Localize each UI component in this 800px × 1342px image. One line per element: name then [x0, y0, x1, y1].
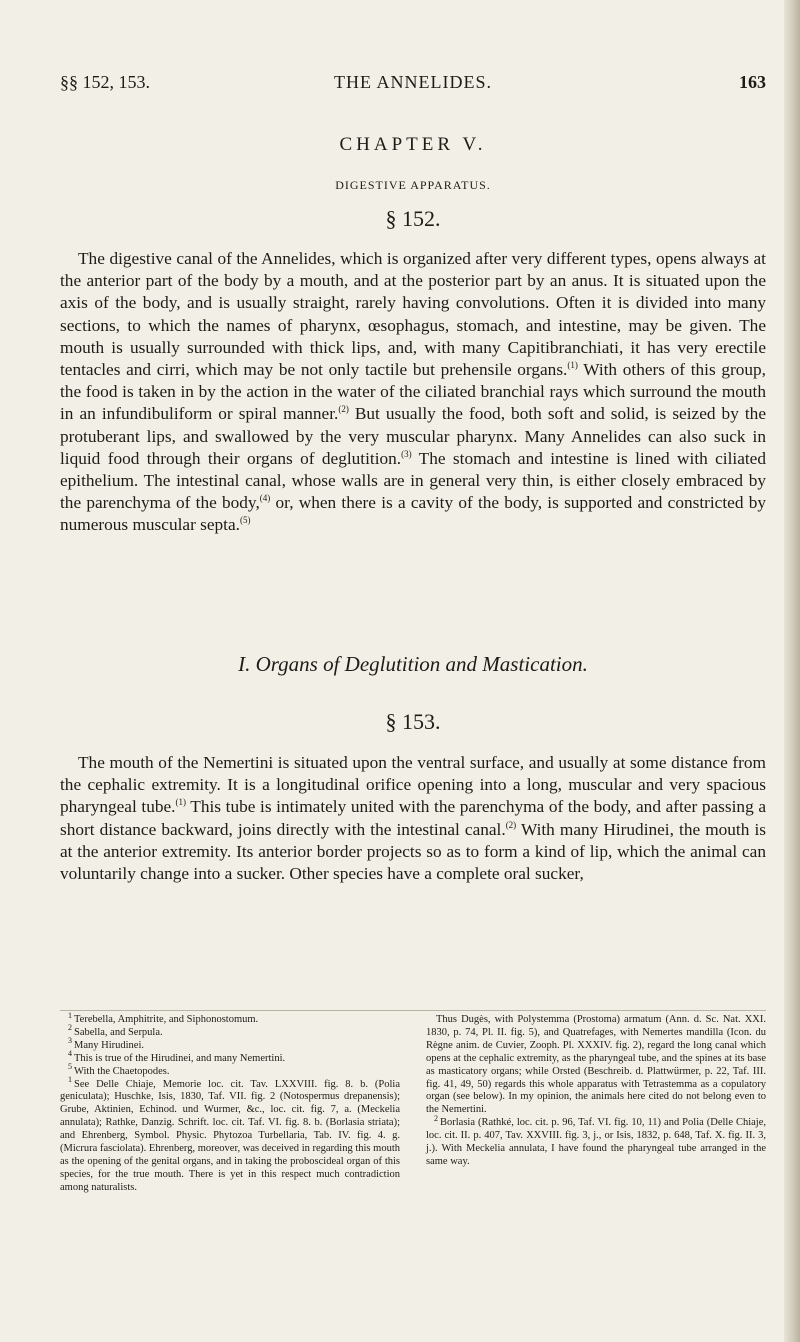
footnote — [60, 1062, 400, 1079]
section-152-paragraph — [60, 248, 766, 537]
footnote-text: With the Chaetopodes. — [74, 1065, 170, 1077]
section-153-heading: § 153. — [385, 709, 441, 734]
footnote-number: 2 — [68, 1023, 72, 1033]
footnote-text: Many Hirudinei. — [74, 1039, 144, 1051]
page-number: 163 — [739, 72, 766, 92]
section-152-heading: § 152. — [385, 206, 441, 231]
subsection-heading: I. Organs of Deglutition and Mastication. — [238, 652, 588, 676]
footnote-number: 1 — [68, 1075, 72, 1085]
footnote — [426, 1113, 766, 1169]
footnote-ref: (3) — [401, 449, 412, 460]
footnote-ref: (2) — [338, 404, 349, 415]
footnote-text: See Delle Chiaje, Memorie loc. cit. Tav. LXXVIII. fig. 8. b. (Polia geniculata); Huschke, Isis, 1830, Taf. VII. fig. 2 (Notospermus drepanensis); Grube, Aktinien, Echinod. und Wurmer, &c., loc. cit. fig. 7, a. (Meckelia annulata); Rathke, Danzig. Schrift. loc. cit. Taf. VI. fig. 8. b. (Borlasia striata); and Ehrenberg, Symbol. Physic. Phytozoa Turbellaria, Tab. IV. fig. 4. g. (Micrura fasciolata). Ehrenberg, moreover, was deceived in regarding this mouth as the opening of the genital organs, and in taking the proboscideal organ of this species, for the true mouth. There is yet in this respect much contradiction among naturalists. — [60, 1078, 400, 1193]
footnote-ref: (1) — [567, 360, 578, 371]
footnote-ref: (2) — [505, 819, 517, 830]
footnote-ref: (5) — [239, 515, 251, 526]
section-153-paragraph — [60, 752, 766, 885]
footnotes-right-column — [426, 1014, 766, 1169]
footnote-number: 3 — [68, 1036, 72, 1046]
chapter-title: CHAPTER V. — [339, 134, 487, 155]
running-head — [60, 72, 766, 96]
text-run: The stomach and intestine is lined with ciliated epithelium. The intestinal canal, whose walls are in general very thin, is either closely embraced by the parenchyma of the body, — [60, 448, 766, 513]
running-head-sections: §§ 152, 153. — [60, 72, 150, 92]
text-run: With others of this group, the food is taken in by the action in the water of the ciliated branchial rays which surround the mouth in an infundibuliform or spiral manner. — [60, 360, 766, 424]
running-head-title: THE ANNELIDES. — [334, 72, 492, 92]
footnote — [60, 1036, 400, 1053]
footnote-text: This is true of the Hirudinei, and many Nemertini. — [74, 1052, 286, 1064]
text-run: This tube is intimately united with the parenchyma of the body, and after passing a short distance backward, joins directly with the intestinal canal. — [60, 797, 767, 839]
footnote-text: Borlasia (Rathké, loc. cit. p. 96, Taf. VI. fig. 10, 11) and Polia (Delle Chiaje, loc. cit. II. p. 407, Tav. XXVIII. fig. 3, j., or Isis, 1832, p. 648, Taf. X. fig. II. 3, j.). With Meckelia annulata, I have found the pharyngeal tube arranged in the same way. — [426, 1117, 766, 1167]
footnote-number: 4 — [68, 1049, 72, 1059]
chapter-subtitle: DIGESTIVE APPARATUS. — [335, 178, 491, 192]
page-edge — [784, 0, 800, 1342]
text-run: But usually the food, both soft and solid, is seized by the protuberant lips, and swallowed by the very muscular pharynx. Many Annelides can also suck in liquid food through their organs of deglutition. — [60, 404, 766, 468]
footnote-number: 1 — [68, 1010, 72, 1020]
footnote-text: Terebella, Amphitrite, and Siphonostomum. — [74, 1014, 259, 1025]
footnote-text: Sabella, and Serpula. — [74, 1026, 163, 1038]
footnote-number: 2 — [434, 1113, 438, 1123]
footnote — [426, 1014, 766, 1117]
text-run: With many Hirudinei, the mouth is at the anterior extremity. Its anterior border projects so as to form a kind of lip, which the animal can voluntarily change into a sucker. Other species have a complete oral sucker, — [60, 819, 766, 884]
text-run: The digestive canal of the Annelides, which is organized after very different types, opens always at the anterior part of the body by a mouth, and at the posterior part by an anus. It is situated upon the axis of the body, and is usually straight, rarely having convolutions. Often it is divided into many sections, to which the names of pharynx, œsophagus, stomach, and intestine, may be given. The mouth is usually surrounded with thick lips, and, with many Capitibranchiati, it has very erectile tentacles and cirri, which may be not only tactile but prehensile organs. — [60, 249, 766, 380]
text-run: or, when there is a cavity of the body, is supported and constricted by numerous muscular septa. — [60, 493, 766, 535]
footnote-ref: (1) — [175, 797, 186, 808]
footnotes-left-column — [60, 1010, 400, 1195]
footnote — [60, 1075, 400, 1195]
footnote-number: 5 — [68, 1062, 72, 1072]
footnote — [60, 1023, 400, 1040]
footnote-ref: (4) — [259, 493, 271, 504]
footnote — [60, 1049, 400, 1066]
text-run: The mouth of the Nemertini is situated upon the ventral surface, and usually at some distance from the cephalic extremity. It is a longitudinal orifice opening into a long, muscular and very spacious pharyngeal tube. — [60, 753, 766, 817]
footnote — [60, 1010, 400, 1027]
footnote-divider — [60, 1010, 766, 1011]
footnote-text: Thus Dugès, with Polystemma (Prostoma) armatum (Ann. d. Sc. Nat. XXI. 1830, p. 74, Pl. II. fig. 5), and Quatrefages, with Nemertes mandilla (Icon. du Règne anim. de Cuvier, Zooph. Pl. XXXIV. fig. 2), regard the long canal which opens at the cephalic extremity, as the pharyngeal tube, and the spines at its base as masticatory organs; while Orsted (Beschreib. d. Plattwürmer, p. 22, Taf. III. fig. 41, 49, 50) regards this whole apparatus with Tetrastemma as a copulatory organ (see below). In my opinion, the animals here cited do not belong even to the Nemertini. — [426, 1014, 766, 1116]
